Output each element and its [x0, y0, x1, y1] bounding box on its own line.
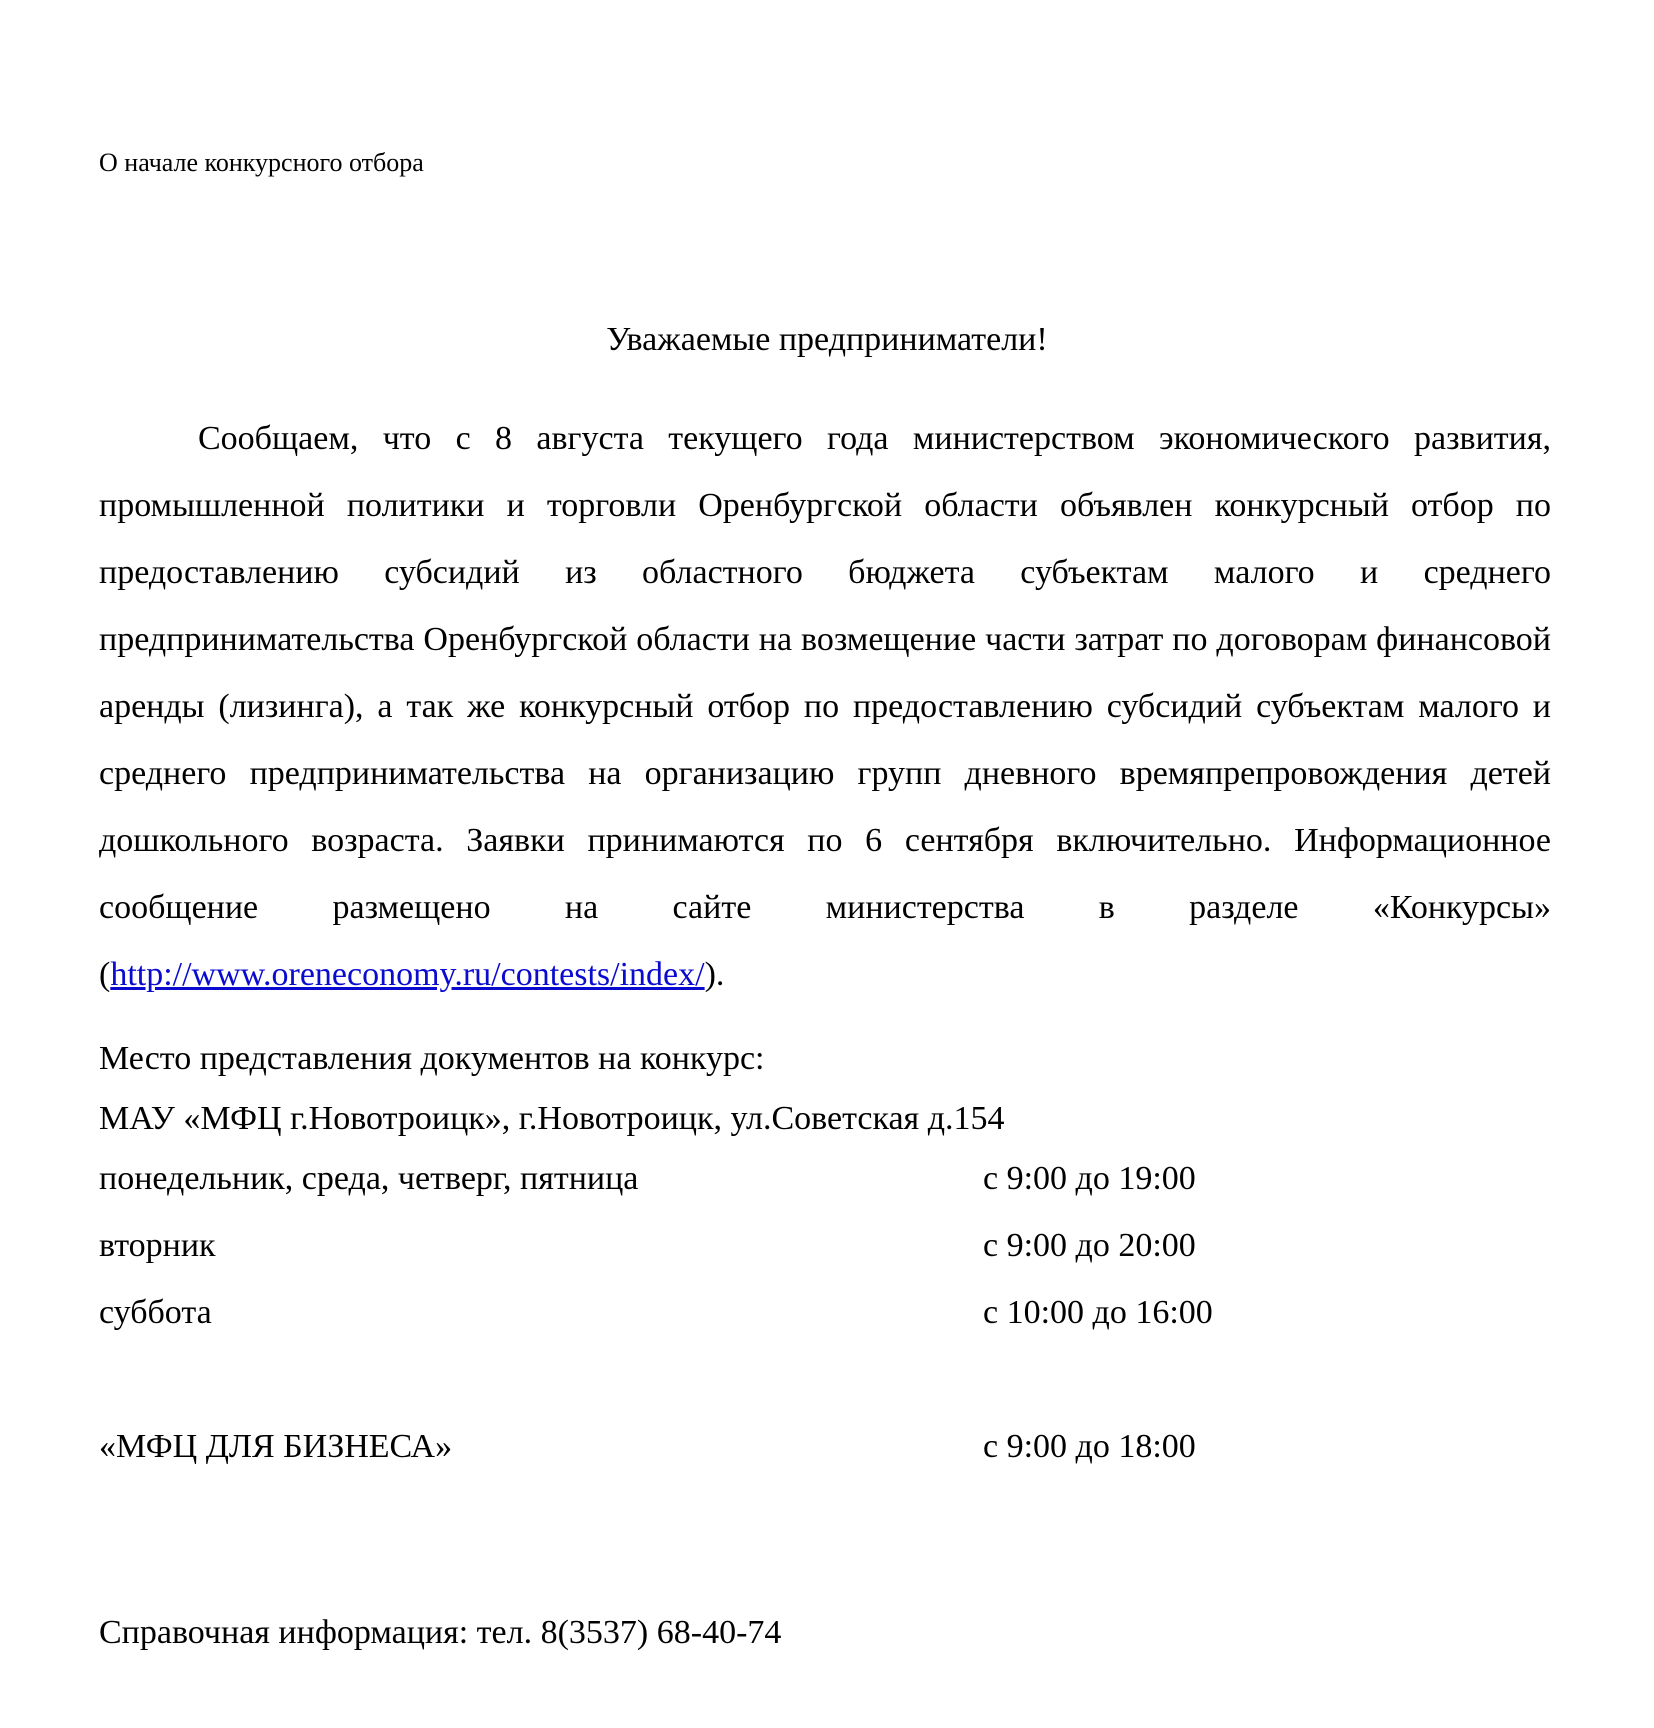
schedule-days: понедельник, среда, четверг, пятница: [99, 1160, 639, 1197]
schedule-hours: с 10:00 до 16:00: [983, 1294, 1213, 1331]
paragraph-text: Сообщаем, что с 8 августа текущего года министерством экономического развития, промышленной политики и торговли Оренбургской области объявлен конкурсный отбор по предоставлению субсидий из областного бюджета субъектам малого и среднего предпринимательства Оренбургской области на возмещение части затрат по договорам финансовой аренды (лизинга), а так же конкурсный отбор по предоставлению субсидий субъектам малого и среднего предпринимательства на организацию групп дневного времяпрепровождения детей дошкольного возраста. Заявки принимаются по 6 сентября включительно. Информационное сообщение размещено на сайте министерства в разделе «Конкурсы» (: [99, 420, 1551, 993]
place-label: Место представления документов на конкурс:: [99, 1040, 765, 1077]
business-center-hours: с 9:00 до 18:00: [983, 1428, 1196, 1465]
schedule-hours: с 9:00 до 20:00: [983, 1227, 1196, 1264]
document-heading: О начале конкурсного отбора: [99, 148, 424, 177]
schedule-days: суббота: [99, 1294, 212, 1331]
schedule-days: вторник: [99, 1227, 216, 1264]
address: МАУ «МФЦ г.Новотроицк», г.Новотроицк, ул.Советская д.154: [99, 1100, 1005, 1137]
contests-link[interactable]: http://www.oreneconomy.ru/contests/index/: [110, 956, 705, 993]
schedule-hours: с 9:00 до 19:00: [983, 1160, 1196, 1197]
business-center-name: «МФЦ ДЛЯ БИЗНЕСА»: [99, 1428, 453, 1465]
greeting: Уважаемые предприниматели!: [606, 321, 1048, 358]
contact-info: Справочная информация: тел. 8(3537) 68-40-74: [99, 1614, 782, 1651]
announcement-paragraph: [99, 405, 1551, 1008]
paragraph-closing: ).: [704, 956, 725, 993]
